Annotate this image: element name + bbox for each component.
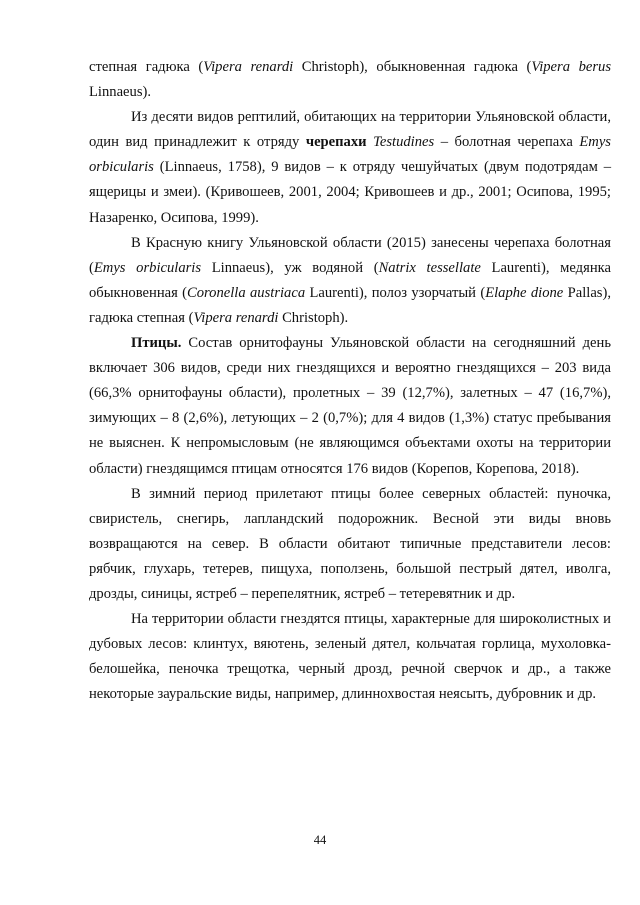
text-run: Pallas), гадюка степная ( <box>89 284 611 326</box>
text-run: В зимний период прилетают птицы более северных областей: пуночка, свиристель, снегирь, лапландский подорожник. Весной эти виды вновь возвращаются на север. В области обитают типичные представители лесов: рябчик, глухарь, тетерев, пищуха, поползень, большой пестрый дятел, иволга, дрозды, синицы, ястреб – перепелятник, ястреб – тетеревятник и др. <box>89 485 611 602</box>
italic-text: Coronella austriaca <box>187 284 306 301</box>
text-run: – болотная черепаха <box>434 134 580 151</box>
text-run: Christoph). <box>278 309 349 326</box>
paragraph <box>89 607 611 707</box>
text-run: степная гадюка ( <box>89 59 204 75</box>
italic-text: Vipera berus <box>531 59 611 75</box>
text-run: На территории области гнездятся птицы, характерные для широколистных и дубовых лесов: клинтух, вяютень, зеленый дятел, кольчатая горлица, мухоловка-белошейка, пеночка трещотка, черный дрозд, речной сверчок и др., а также некоторые зауральские виды, например, длиннохвостая неясыть, дубровник и др. <box>89 611 611 703</box>
italic-text: Vipera renardi <box>203 59 294 75</box>
bold-text: черепахи <box>305 134 367 151</box>
text-run: В Красную книгу Ульяновской области (2015) занесены черепаха болотная ( <box>89 234 611 276</box>
paragraph <box>89 105 611 230</box>
paragraph <box>89 482 611 607</box>
bold-text: Птицы. <box>131 335 182 352</box>
italic-text: Emys orbicularis <box>93 259 202 276</box>
text-run: (Linnaeus, 1758), 9 видов – к отряду чешуйчатых (двум подотрядам – ящерицы и змеи). (Кривошеев, 2001, 2004; Кривошеев и др., 2001; Осипова, 1995; Назаренко, Осипова, 1999). <box>89 159 611 226</box>
italic-text: Testudines <box>373 134 435 151</box>
page-number: 44 <box>313 833 327 847</box>
italic-text: Elaphe dione <box>485 284 564 301</box>
italic-text: Vipera renardi <box>193 309 279 326</box>
text-run: Laurenti), полоз узорчатый ( <box>305 284 486 301</box>
paragraph <box>89 231 611 331</box>
main-text <box>89 55 611 707</box>
text-run: Linnaeus), уж водяной ( <box>201 259 379 276</box>
text-run: Из десяти видов рептилий, обитающих на территории Ульяновской области, один вид принадлежит к отряду <box>89 109 611 151</box>
paragraph <box>89 331 611 482</box>
text-run: Linnaeus). <box>89 84 152 101</box>
paragraph <box>89 55 611 105</box>
italic-text: Emys orbicularis <box>89 134 611 176</box>
italic-text: Natrix tessellate <box>378 259 481 276</box>
text-run: Состав орнитофауны Ульяновской области на сегодняшний день включает 306 видов, среди них гнездящихся и вероятно гнездящихся – 203 вида (66,3% орнитофауны области), пролетных – 39 (12,7%), залетных – 47 (16,7%), зимующих – 8 (2,6%), летующих – 2 (0,7%); для 4 видов (1,3%) статус пребывания не выяснен. К непромысловым (не являющимся объектами охоты на территории области) гнездящимся птицам относятся 176 видов (Корепов, Корепова, 2018). <box>89 335 611 477</box>
text-run: Laurenti), медянка обыкновенная ( <box>89 259 611 301</box>
text-run: Christoph), обыкновенная гадюка ( <box>293 59 532 75</box>
